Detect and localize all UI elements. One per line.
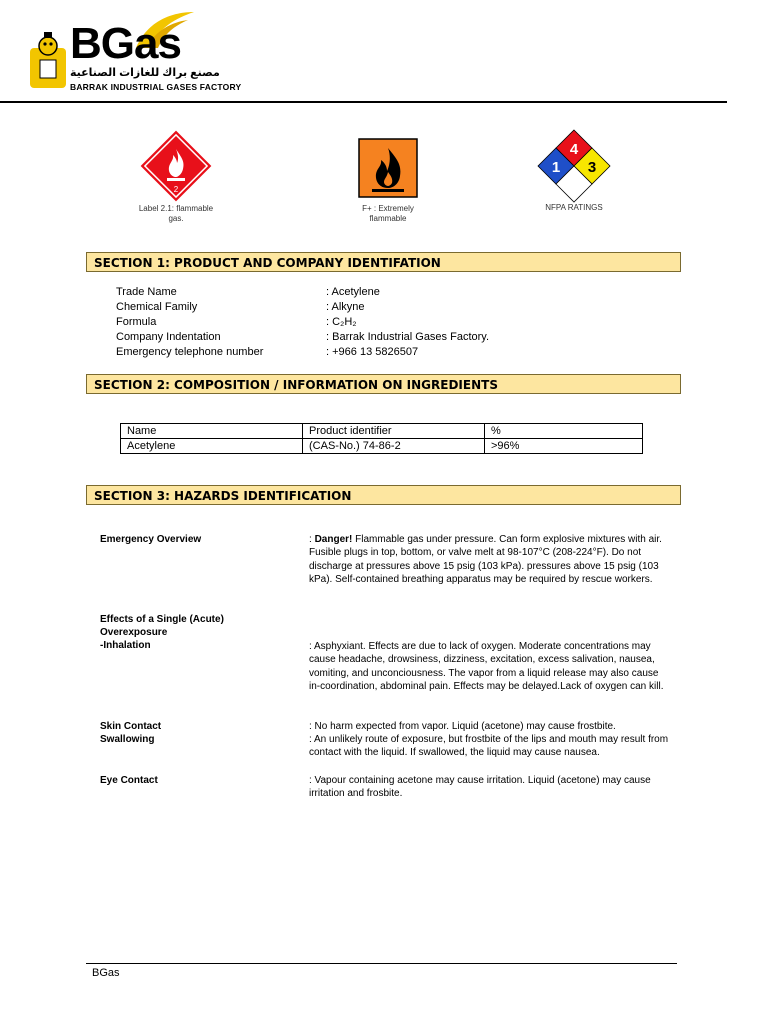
company-label: Company Indentation — [116, 331, 221, 343]
eye-contact-text: : Vapour containing acetone may cause irritation. Liquid (acetone) may cause irritation and frosbite. — [309, 775, 651, 800]
nfpa-flammability-value: 4 — [569, 141, 579, 158]
formula-label: Formula — [116, 316, 157, 328]
extremely-flammable-icon — [358, 138, 418, 198]
flammable-gas-diamond-icon — [137, 127, 215, 205]
nfpa-ratings-caption: NFPA RATINGS — [545, 203, 603, 212]
logo-wordmark: BGas — [70, 19, 181, 68]
table-row — [121, 439, 643, 454]
trade-name-label: Trade Name — [116, 286, 177, 298]
table-header-cell: Product identifier — [303, 424, 485, 439]
table-cell: (CAS-No.) 74-86-2 — [303, 439, 485, 454]
danger-keyword: Danger! — [314, 534, 353, 545]
footer-divider — [86, 963, 677, 964]
emergency-phone-label: Emergency telephone number — [116, 346, 264, 358]
eye-contact-label: Eye Contact — [100, 775, 158, 786]
chemical-family-label: Chemical Family — [116, 301, 198, 313]
swallowing-label: Swallowing — [100, 734, 155, 745]
table-header-cell: Name — [121, 424, 303, 439]
inhalation-label: -Inhalation — [100, 640, 151, 651]
header-divider — [0, 101, 727, 103]
emergency-overview-label: Emergency Overview — [100, 534, 202, 545]
table-header-cell: % — [485, 424, 643, 439]
effects-label-line2: Overexposure — [100, 627, 168, 638]
skin-contact-label: Skin Contact — [100, 721, 162, 732]
formula-value: : C₂H₂ — [326, 316, 357, 328]
nfpa-reactivity-value: 3 — [587, 159, 597, 176]
flammable-gas-caption: Label 2.1: flammable gas. — [138, 204, 214, 223]
nfpa-diamond-icon — [534, 128, 614, 204]
logo-arabic-text: مصنع براك للغازات الصناعية — [70, 67, 220, 79]
company-value: : Barrak Industrial Gases Factory. — [326, 331, 490, 343]
table-cell: Acetylene — [121, 439, 303, 454]
chemical-family-value: : Alkyne — [326, 301, 365, 313]
section-2-header: SECTION 2: COMPOSITION / INFORMATION ON INGREDIENTS — [86, 374, 681, 394]
nfpa-health-value: 1 — [551, 159, 561, 176]
emergency-overview-text: : Danger! Flammable gas under pressure. Can form explosive mixtures with air. Fusible plugs in top, bottom, or valve melt at 98-107°C (208-224°F). Do not discharge at pressures above 15 psig (103 kPa). pressures above 15 psig (103 kPa). Self-contained breathing apparatus may be required by rescue workers. — [309, 534, 662, 586]
skin-contact-text: : No harm expected from vapor. Liquid (acetone) may cause frostbite. — [309, 721, 616, 732]
inhalation-text: : Asphyxiant. Effects are due to lack of oxygen. Moderate concentrations may cause headache, drowsiness, dizziness, excitation, excess salivation, nausea, vomiting, and unconciousness. The vapor from a liquid release may also cause in-coordination, abdominal pain. Effects may be delayed.Lack of oxygen can kill. — [309, 641, 664, 693]
footer-text: BGas — [92, 967, 120, 979]
effects-label-line1: Effects of a Single (Acute) — [100, 614, 224, 625]
trade-name-value: : Acetylene — [326, 286, 380, 298]
logo-company-name: BARRAK INDUSTRIAL GASES FACTORY — [70, 82, 242, 92]
hazard-class-number: 2 — [173, 185, 179, 194]
extremely-flammable-caption: F+ : Extremely flammable — [362, 204, 414, 223]
table-header-row — [121, 424, 643, 439]
gas-cylinder-mascot-icon — [28, 30, 68, 90]
section-1-header: SECTION 1: PRODUCT AND COMPANY IDENTIFATION — [86, 252, 681, 272]
emergency-phone-value: : +966 13 5826507 — [326, 346, 419, 358]
swallowing-text: : An unlikely route of exposure, but frostbite of the lips and mouth may result from contact with the liquid. If swallowed, the liquid may cause nausea. — [309, 734, 669, 759]
ingredients-table — [120, 423, 643, 454]
section-3-header: SECTION 3: HAZARDS IDENTIFICATION — [86, 485, 681, 505]
table-cell: >96% — [485, 439, 643, 454]
